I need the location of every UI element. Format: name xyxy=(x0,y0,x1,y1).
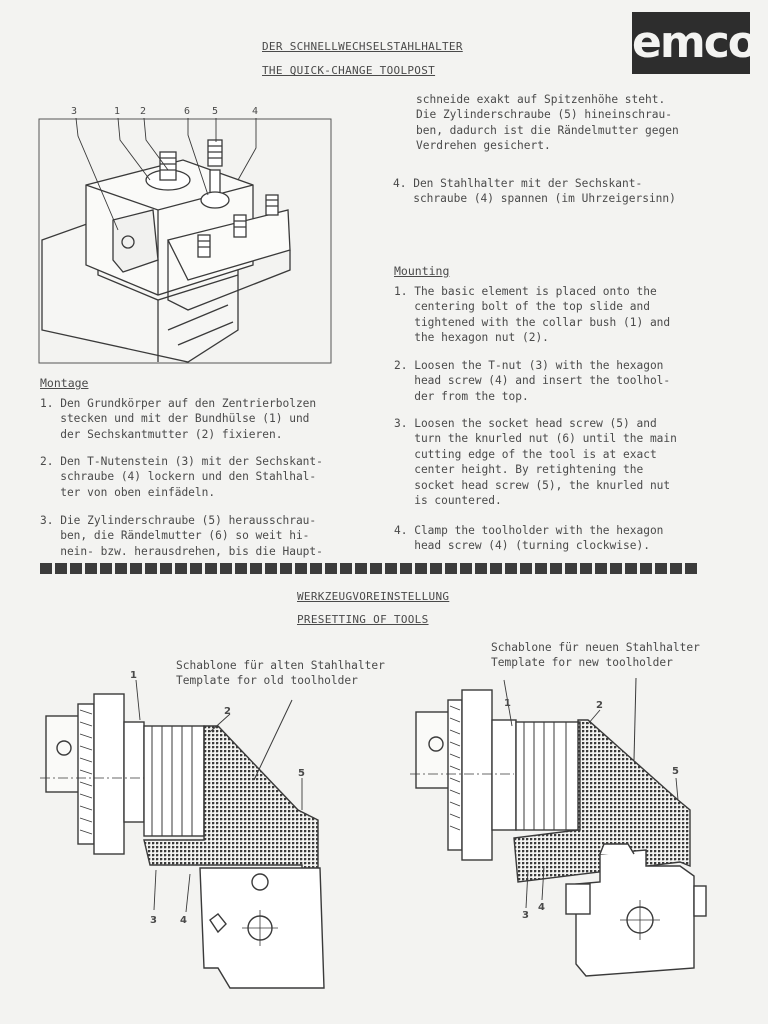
callout-1: 1 xyxy=(114,106,121,117)
mounting-step-2: 2. Loosen the T-nut (3) with the hexagon head screw (4) and insert the toolhol- der from the top. xyxy=(394,359,671,403)
montage-step-3: 3. Die Zylinderschraube (5) herausschrau- ben, die Rändelmutter (6) so weit hi- nein- bzw. herausdrehen, bis die Haupt- xyxy=(40,514,323,558)
title-de: DER SCHNELLWECHSELSTAHLHALTER xyxy=(262,40,463,53)
left-callout-5: 5 xyxy=(298,768,305,779)
right-callout-5: 5 xyxy=(672,766,679,777)
montage-step-2: 2. Den T-Nutenstein (3) mit der Sechskant- schraube (4) lockern und den Stahlhal- ter von oben einfädeln. xyxy=(40,455,323,499)
callout-5: 5 xyxy=(212,106,219,117)
presetting-title-de: WERKZEUGVOREINSTELLUNG xyxy=(297,590,450,603)
callout-4: 4 xyxy=(252,106,259,117)
toolpost-figure xyxy=(38,100,334,368)
mounting-step-1: 1. The basic element is placed onto the centering bolt of the top slide and tightened with the collar bush (1) and the hexagon nut (2). xyxy=(394,285,671,345)
montage-step-3-continued: schneide exakt auf Spitzenhöhe steht. Die Zylinderschraube (5) hineinschrau- ben, dadurch ist die Rändelmutter gegen Verdrehen gesichert. xyxy=(416,93,679,153)
left-callout-1: 1 xyxy=(130,670,137,681)
right-callout-1: 1 xyxy=(504,698,511,709)
emco-logo: emco xyxy=(632,12,750,74)
right-callout-4: 4 xyxy=(538,902,545,913)
left-callout-4: 4 xyxy=(180,915,187,926)
old-toolholder-figure xyxy=(40,670,340,1000)
right-template-caption: Schablone für neuen Stahlhalter Template for new toolholder xyxy=(491,641,700,670)
new-toolholder-figure xyxy=(410,670,730,990)
right-callout-3: 3 xyxy=(522,910,529,921)
mounting-step-4: 4. Clamp the toolholder with the hexagon head screw (4) (turning clockwise). xyxy=(394,524,664,553)
montage-step-4: 4. Den Stahlhalter mit der Sechskant- schraube (4) spannen (im Uhrzeigersinn) xyxy=(393,177,676,206)
montage-heading: Montage xyxy=(40,376,89,390)
title-en: THE QUICK-CHANGE TOOLPOST xyxy=(262,64,436,77)
montage-step-1: 1. Den Grundkörper auf den Zentrierbolzen stecken und mit der Bundhülse (1) und der Sechskantmutter (2) fixieren. xyxy=(40,397,317,441)
section-divider xyxy=(40,563,730,574)
callout-3: 3 xyxy=(71,106,78,117)
mounting-step-3: 3. Loosen the socket head screw (5) and turn the knurled nut (6) until the main cutting edge of the tool is at exact center height. By retightening the socket head screw (5), the knurled nut is countered. xyxy=(394,417,677,508)
presetting-title-en: PRESETTING OF TOOLS xyxy=(297,613,429,626)
callout-2: 2 xyxy=(140,106,147,117)
right-callout-2: 2 xyxy=(596,700,603,711)
mounting-heading: Mounting xyxy=(394,264,450,278)
left-callout-2: 2 xyxy=(224,706,231,717)
left-callout-3: 3 xyxy=(150,915,157,926)
left-template-caption: Schablone für alten Stahlhalter Template for old toolholder xyxy=(176,659,385,688)
callout-6: 6 xyxy=(184,106,191,117)
